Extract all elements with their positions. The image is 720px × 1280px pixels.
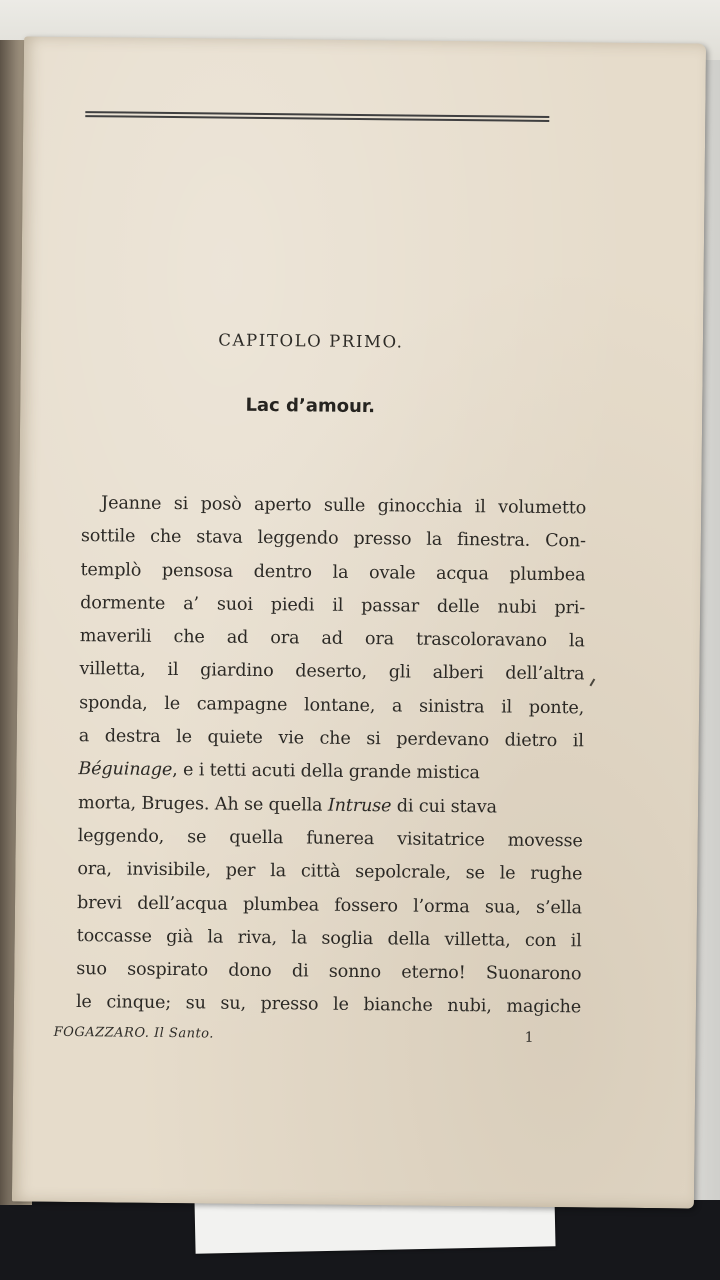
word: che [150,527,182,548]
text-line [78,787,583,826]
word: piedi [270,594,315,616]
text-line [77,887,582,926]
page-number: 1 [524,1029,534,1046]
word: trascoloravano [415,629,547,652]
word: dell’acqua [137,893,228,915]
word: a [78,726,90,747]
word: che [319,728,351,749]
word: maverili [79,626,152,648]
word: posò [200,494,242,515]
word: per [225,860,256,882]
text-segment [80,587,585,626]
word: presso [260,994,319,1016]
text-segment [79,687,584,726]
word: gli [388,662,411,684]
text-segment [79,654,584,693]
word: bianche [363,995,433,1017]
word: presso [353,529,412,550]
word: dentro [253,561,313,583]
word: Jeanne [101,493,162,514]
word: nubi [497,597,537,618]
word: passar [361,595,420,617]
word: leggendo [257,528,339,550]
word: della [387,929,431,950]
word: Suonarono [485,963,582,985]
word: eterno! [401,962,466,984]
word: campagne [196,694,288,716]
chapter-heading: CAPITOLO PRIMO. [218,330,404,352]
word: lontane, [303,695,376,716]
word: città [300,861,341,883]
word: se [187,827,207,848]
word: il [332,595,344,616]
word: l’orma [413,896,470,917]
word: leggendo, [77,826,165,847]
text-line [80,554,585,593]
text-segment [101,487,586,525]
word: nubi, [447,996,492,1017]
word: ginocchia [377,496,463,518]
word: sinistra [418,696,485,718]
word: a [391,696,403,717]
word: magiche [506,997,582,1018]
word: perdevano [396,729,490,751]
word: sepolcrale, [355,862,451,884]
word: dono [228,960,272,982]
word: riva, [237,927,278,949]
word: aperto [253,494,312,516]
italic-term: Béguinage [78,759,173,781]
word: delle [436,596,480,618]
word: le [164,693,181,714]
word: la [426,529,443,551]
word: sulle [323,495,366,517]
text-segment: di cui stava [391,796,498,818]
italic-term: Intruse [327,795,392,817]
text-line [77,853,582,892]
word: quiete [207,727,263,749]
word: con [524,930,557,951]
text-line [80,587,585,626]
word: sospirato [127,959,209,981]
word: s’ella [535,897,583,918]
margin-mark [589,678,595,686]
text-line [78,753,583,792]
word: sonno [328,961,382,983]
word: alberi [432,663,484,684]
text-segment [79,720,584,759]
text-segment [78,820,583,859]
body-text [76,487,587,1025]
text-line [81,487,586,526]
word: ora [270,628,300,649]
word: le [176,727,193,748]
text-segment [77,853,582,892]
text-line [81,520,586,559]
word: pri- [554,597,586,619]
text-line [76,987,581,1026]
text-line [80,620,585,659]
word: il [474,497,486,518]
text-line [79,654,584,693]
word: ponte, [528,697,585,719]
word: la [270,861,287,882]
word: dietro [504,730,558,752]
word: ad [321,628,343,650]
word: invisibile, [126,859,211,881]
text-line [79,720,584,759]
word: destra [104,726,161,748]
word: suo [76,959,107,980]
word: ad [226,627,249,649]
word: il [572,731,584,752]
text-segment [80,620,585,659]
word: la [291,928,308,949]
word: la [207,927,224,948]
word: Con- [545,531,586,552]
text-segment [81,520,586,559]
word: rughe [530,864,583,885]
text-segment [77,920,582,959]
chapter-title: Lac d’amour. [245,394,376,418]
word: il [167,660,179,681]
text-segment [80,554,585,593]
word: la [332,562,349,583]
word: funerea [306,828,375,850]
text-line [79,687,584,726]
word: movesse [507,830,583,852]
word: sottile [80,526,136,547]
word: già [166,926,194,948]
word: si [173,494,189,515]
word: pensosa [161,560,234,582]
word: fossero [334,895,398,916]
word: cinque; [106,992,172,1014]
word: se [465,863,485,884]
word: ora, [77,859,113,880]
footer-author-title: FOGAZZARO. Il Santo. [53,1024,215,1042]
text-line [78,820,583,859]
word: visitatrice [397,829,485,851]
word: dormente [80,592,166,614]
word: le [499,863,516,884]
text-segment [76,953,581,992]
word: su, [220,994,247,1015]
word: villetta, [79,659,146,681]
text-line [76,953,581,992]
word: il [501,697,513,718]
word: plumbea [509,564,586,585]
word: villetta, [444,929,511,951]
text-segment: morta, Bruges. Ah se quella [77,792,328,816]
word: ovale [368,562,416,584]
word: si [366,729,381,750]
word: dell’altra [505,664,585,685]
word: finestra. [456,530,531,552]
word: templò [80,559,142,581]
word: vie [278,728,305,749]
word: sua, [484,896,521,918]
word: sponda, [79,692,148,714]
word: che [173,627,205,648]
word: di [291,961,309,982]
book-page [12,36,706,1208]
word: su [185,993,206,1014]
word: giardino [200,660,274,682]
word: il [570,931,582,952]
word: la [568,631,585,652]
word: toccasse [76,925,152,947]
word: quella [229,827,284,849]
word: ora [364,629,395,650]
word: soglia [321,928,374,950]
word: volumetto [498,497,587,519]
word: suoi [216,594,253,615]
word: acqua [435,563,489,584]
text-segment [76,987,581,1026]
text-segment [77,887,582,926]
word: deserto, [295,661,368,683]
word: brevi [76,892,123,914]
word: le [332,995,349,1016]
word: a’ [183,594,200,615]
text-line [77,920,582,959]
word: plumbea [242,894,320,916]
word: le [75,992,92,1013]
word: stava [196,527,243,549]
text-segment: , e i tetti acuti della grande mistica [172,760,480,784]
